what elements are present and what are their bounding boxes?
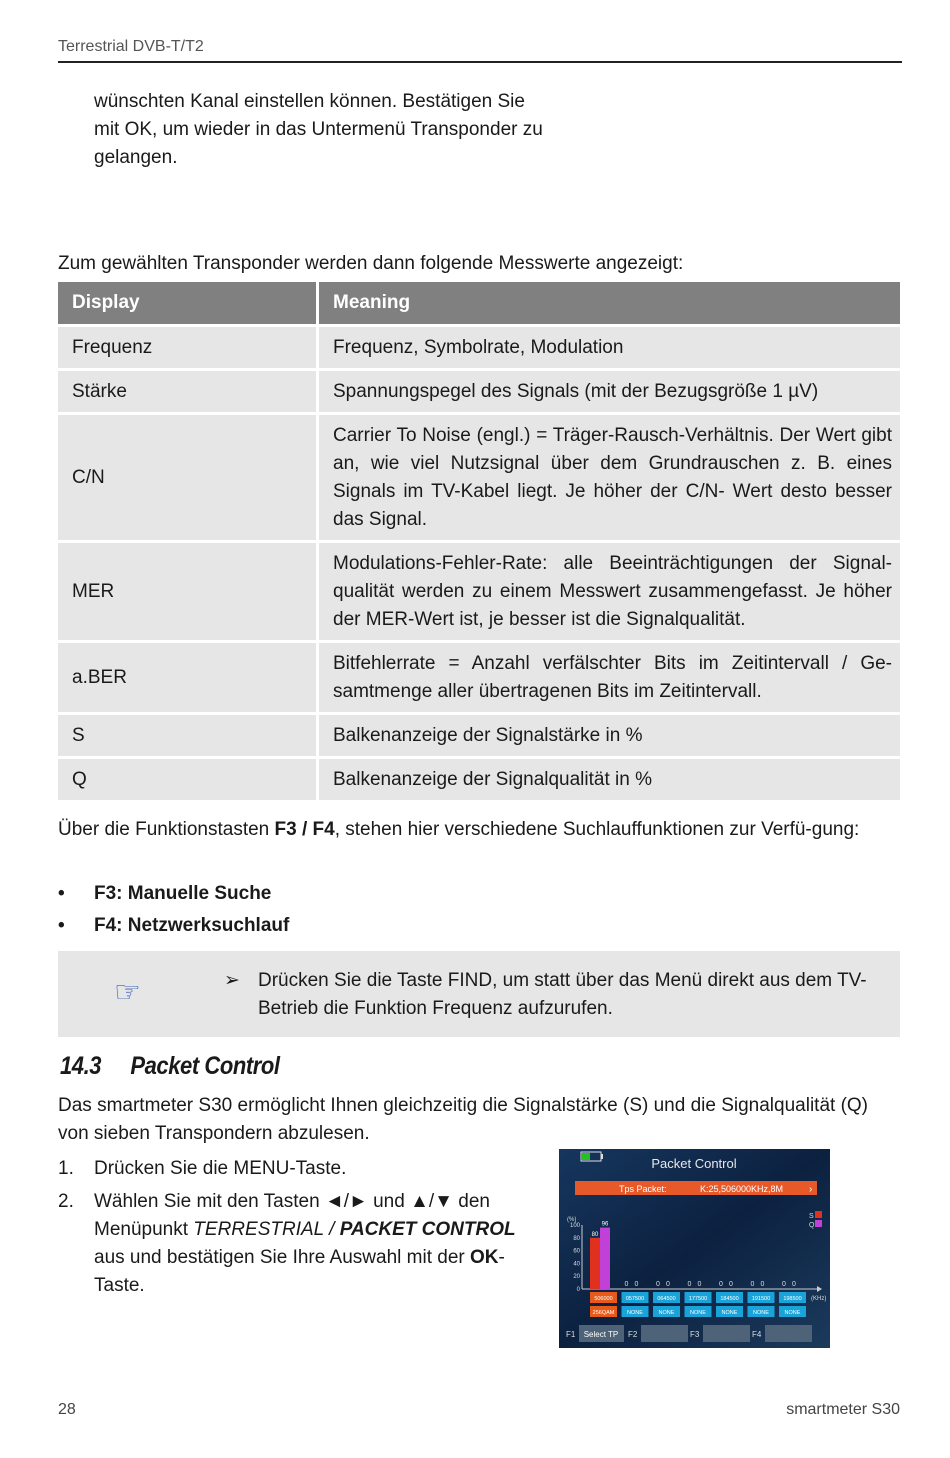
cell-display: Frequenz [58,324,319,368]
table-row [58,368,900,412]
intro-line: mit OK, um wieder in das Untermenü Transponder zu [94,119,543,140]
screen-title: Packet Control [651,1156,737,1171]
bullet-dot: • [58,915,65,936]
legend-s-label: S [809,1213,814,1220]
section-heading [60,1052,280,1081]
bar-value-label: 0 [687,1281,692,1288]
frequency-label: 184500 [720,1296,739,1302]
cell-display: MER [58,540,319,640]
packet-control-screenshot [559,1149,830,1348]
signal-strength-bar [590,1238,600,1289]
step-text-part: Wählen Sie mit den Tasten ◄/► und ▲/▼ den Menüpunkt [94,1191,490,1240]
cell-display: S [58,712,319,756]
bullet-dot: • [58,883,65,904]
table-row [58,756,900,800]
page-number: 28 [58,1401,76,1418]
chevron-right-icon: › [809,1184,813,1195]
note-text: Drücken Sie die Taste FIND, um statt über das Menü direkt aus dem TV-Betrieb die Funktion Frequenz aufzurufen. [258,970,867,1019]
table-header-row [58,282,900,324]
bar-value-label: 80 [591,1231,599,1238]
f3-button[interactable] [703,1325,750,1342]
intro-paragraph [94,88,614,172]
cell-meaning: Frequenz, Symbolrate, Modulation [319,324,900,368]
modulation-label: NONE [721,1310,738,1316]
cell-display: Stärke [58,368,319,412]
pointing-hand-icon: ☞ [114,976,141,1009]
y-tick-label: 40 [573,1261,580,1268]
bar-value-label: 0 [656,1281,660,1288]
steps-list [58,1155,518,1305]
y-tick-label: 80 [573,1235,580,1242]
y-tick-label: 20 [573,1274,580,1281]
table-row [58,412,900,540]
modulation-label: NONE [784,1310,801,1316]
bar-value-label: 0 [719,1281,723,1288]
cell-display: a.BER [58,640,319,712]
cell-meaning: Balkenanzeige der Signalstärke in % [319,712,900,756]
bar-value-label: 0 [760,1281,765,1288]
product-name: smartmeter S30 [786,1401,900,1418]
bar-value-label: 0 [666,1281,670,1288]
y-tick-label: 60 [573,1248,580,1255]
table-lead-text: Zum gewählten Transponder werden dann folgende Messwerte angezeigt: [58,253,684,274]
section-title: Packet Control [130,1052,280,1080]
cell-meaning: Carrier To Noise (engl.) = Träger-Rausch-Verhältnis. Der Wert gibt an, wie viel Nutzsignal über dem Grundrauschen z. B. eines Signals im TV-Kabel liegt. Je höher der C/N- Wert desto besser das Signal. [319,412,900,540]
step-text-part: -Taste. [94,1247,505,1296]
header-rule [58,61,902,63]
fkey-f4: F4 [752,1330,762,1339]
function-keys-paragraph [58,816,900,844]
step-item [58,1188,518,1300]
step-text-part: aus und bestätigen Sie Ihre Auswahl mit der [94,1247,471,1268]
bar-value-label: 96 [601,1221,609,1228]
bar-value-label: 0 [792,1281,796,1288]
frequency-label: 057500 [625,1296,645,1302]
step-text [94,1188,518,1300]
signal-quality-bar [600,1228,610,1289]
table-row [58,324,900,368]
list-item [58,912,900,944]
running-header: Terrestrial DVB-T/T2 [58,38,204,55]
frequency-label: 198500 [783,1296,802,1302]
fkey-f3: F3 [690,1330,700,1339]
measurement-table [58,282,900,800]
menu-path: TERRESTRIAL / [193,1219,340,1240]
frequency-label: 064500 [657,1296,676,1302]
func-text-after: , stehen hier verschiedene Suchlauffunktionen zur Verfü-gung: [334,819,860,840]
section-number: 14.3 [60,1052,102,1080]
func-keys: F3 / F4 [274,819,335,840]
y-tick-label: 0 [576,1287,580,1293]
column-header-meaning: Meaning [319,282,900,324]
cell-display: C/N [58,412,319,540]
fkey-f2: F2 [628,1330,638,1339]
bar-value-label: 0 [624,1281,629,1288]
fkey-f1: F1 [566,1330,576,1339]
step-item [58,1155,518,1183]
bullet-text: F3: Manuelle Suche [94,883,272,904]
modulation-label: 256QAM [592,1310,615,1316]
cell-meaning: Bitfehlerrate = Anzahl verfälschter Bits im Zeitintervall / Ge-samtmenge aller übertragenen Bits im Zeitintervall. [319,640,900,712]
arrow-bullet-icon: ➢ [224,970,240,991]
y-tick-label: 100 [569,1223,580,1229]
khz-unit: (KHz) [811,1296,827,1302]
table-row [58,712,900,756]
ok-key: OK [470,1247,499,1268]
bar-value-label: 0 [729,1281,733,1288]
bar-value-label: 0 [697,1281,702,1288]
bullet-list [58,880,900,944]
cell-meaning: Balkenanzeige der Signalqualität in % [319,756,900,800]
step-number: 2. [58,1191,74,1212]
menu-path: PACKET CONTROL [339,1219,516,1240]
modulation-label: NONE [627,1310,643,1316]
cell-meaning: Modulations-Fehler-Rate: alle Beeinträchtigungen der Signal-qualität werden zu einem Messwert zusammengefasst. Je höher der MER-Wert ist, je besser ist die Signalqualität. [319,540,900,640]
bullet-text: F4: Netzwerksuchlauf [94,915,290,936]
legend-q-label: Q [809,1222,815,1229]
modulation-label: NONE [753,1310,769,1316]
table-row [58,640,900,712]
f2-button[interactable] [641,1325,688,1342]
bar-value-label: 0 [634,1281,639,1288]
select-tp-label: Select TP [583,1330,619,1339]
legend-q-swatch [815,1220,822,1227]
frequency-label: 191500 [751,1296,771,1302]
legend-s-swatch [815,1211,822,1218]
func-text-before: Über die Funktionstasten [58,819,275,840]
percent-label: (%) [567,1217,577,1223]
f4-button[interactable] [765,1325,812,1342]
cell-meaning: Spannungspegel des Signals (mit der Bezugsgröße 1 µV) [319,368,900,412]
step-number: 1. [58,1158,74,1179]
intro-line: gelangen. [94,147,178,168]
bar-value-label: 0 [782,1281,786,1288]
modulation-label: NONE [690,1310,706,1316]
tps-value: K:25,506000KHz,8M [700,1184,784,1194]
screen-svg [559,1149,830,1348]
tps-label: Tps Packet: [619,1184,667,1194]
cell-display: Q [58,756,319,800]
list-item [58,880,900,912]
note-box [58,951,900,1037]
frequency-label: 177500 [688,1296,708,1302]
column-header-display: Display [58,282,319,324]
frequency-label: 506000 [594,1296,613,1302]
intro-line: wünschten Kanal einstellen können. Bestätigen Sie [94,91,525,112]
bar-value-label: 0 [750,1281,755,1288]
step-text: Drücken Sie die MENU-Taste. [94,1158,347,1179]
modulation-label: NONE [658,1310,675,1316]
table-row [58,540,900,640]
section-paragraph: Das smartmeter S30 ermöglicht Ihnen gleichzeitig die Signalstärke (S) und die Signalqualität (Q) von sieben Transpondern abzulesen. [58,1095,869,1144]
